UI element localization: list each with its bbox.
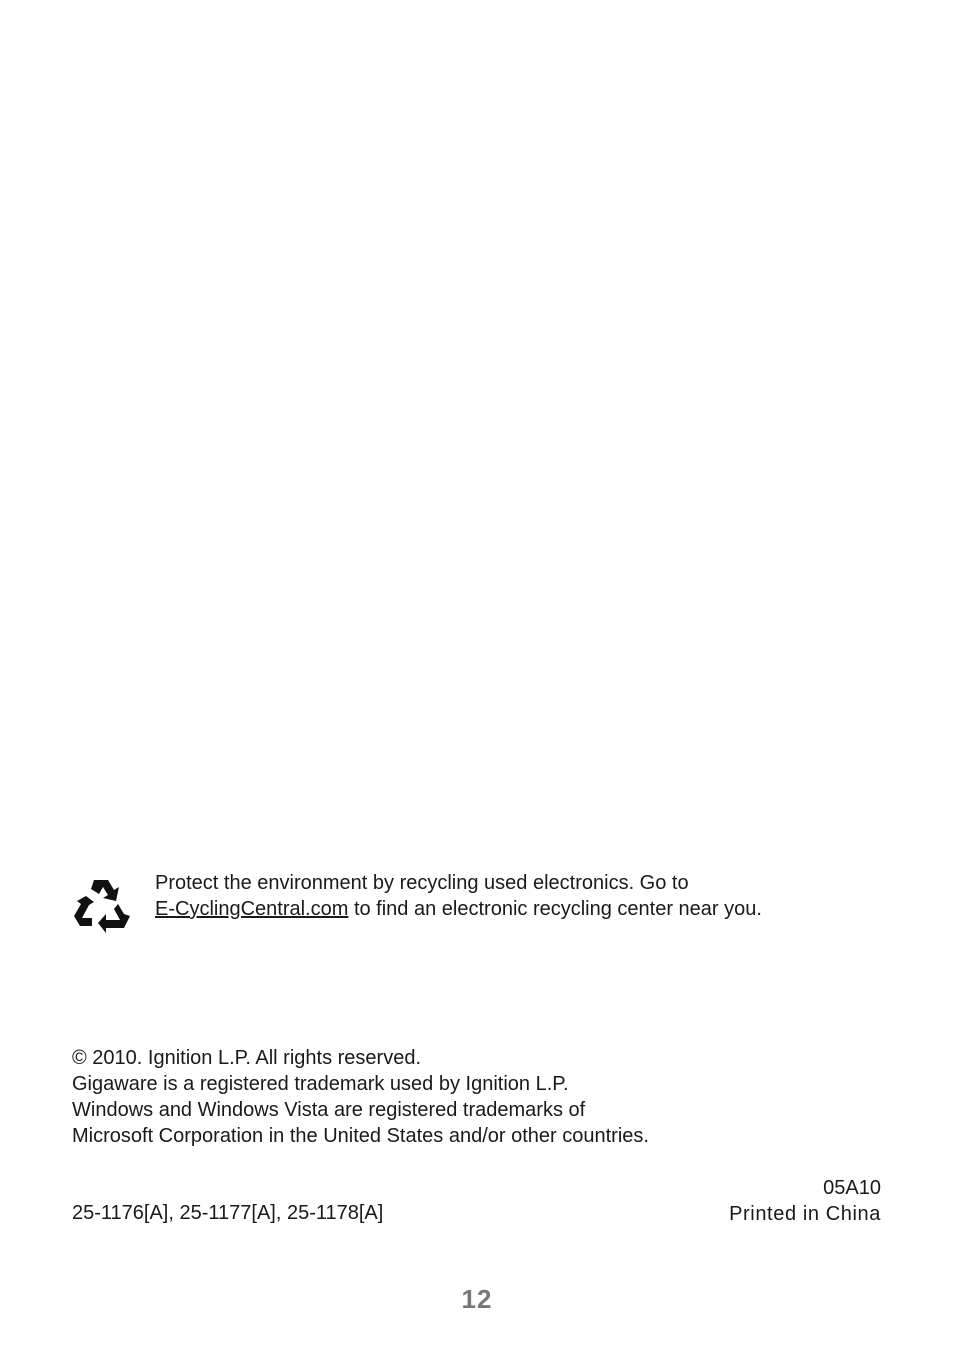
e-cycling-link[interactable]: E-CyclingCentral.com (155, 898, 349, 920)
legal-notice (72, 1045, 832, 1149)
print-code: 05A10 (823, 1177, 881, 1199)
recycling-line-1: Protect the environment by recycling used electronics. Go to (155, 872, 689, 894)
trademark-line-1: Gigaware is a registered trademark used by Ignition L.P. (72, 1073, 569, 1095)
recycling-line-2-rest: to find an electronic recycling center near you. (348, 898, 762, 920)
page-number: 12 (461, 1284, 493, 1314)
recycling-text (155, 870, 875, 922)
print-info (729, 1175, 881, 1227)
printed-in: Printed in China (729, 1203, 881, 1225)
recycle-icon (72, 874, 132, 934)
copyright-line: © 2010. Ignition L.P. All rights reserved. (72, 1047, 422, 1069)
model-numbers: 25-1176[A], 25-1177[A], 25-1178[A] (72, 1202, 384, 1224)
trademark-line-3: Microsoft Corporation in the United States and/or other countries. (72, 1125, 649, 1147)
recycling-line-2 (155, 896, 875, 922)
trademark-line-2: Windows and Windows Vista are registered trademarks of (72, 1099, 586, 1121)
